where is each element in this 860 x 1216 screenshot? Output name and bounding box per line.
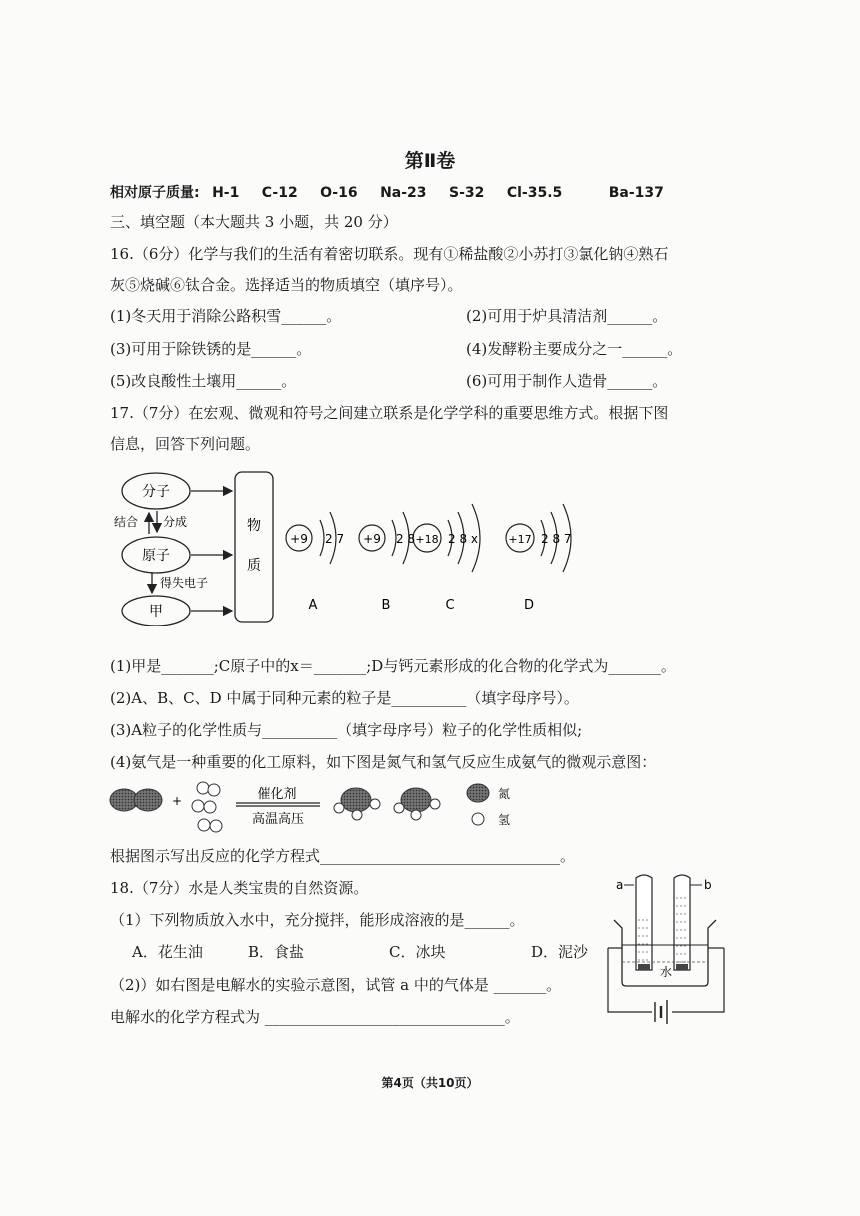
legend-nitrogen-icon [467, 784, 489, 802]
legend-nitrogen-label: 氮 [498, 787, 511, 801]
jia-label: 甲 [149, 604, 163, 620]
q16-item: (3)可用于除铁锈的是______。 [110, 340, 312, 358]
particle-letter: A [308, 598, 318, 613]
q16-stem-line2: 灰⑤烧碱⑥钛合金。选择适当的物质填空（填序号）。 [110, 276, 463, 294]
gain-lose-label: 得失电子 [160, 576, 209, 590]
q18-stem: 18.（7分）水是人类宝贵的自然资源。 [110, 879, 369, 897]
electrode [676, 964, 688, 970]
atomic-mass-item: C-12 [261, 185, 298, 201]
catalyst-label: 催化剂 [257, 787, 297, 802]
particle-nucleus: +18 [415, 533, 439, 546]
ammonia-n [401, 788, 431, 812]
substance-char-2: 质 [247, 558, 261, 574]
q17-stem-line2: 信息，回答下列问题。 [110, 435, 261, 453]
q18-option: D．泥沙 [531, 943, 589, 961]
substance-char-1: 物 [247, 518, 261, 534]
page-footer: 第4页（共10页） [381, 1076, 479, 1090]
atomic-mass-item: Ba-137 [608, 185, 664, 201]
q16-item: (6)可用于制作人造骨______。 [466, 372, 668, 390]
tube-b [674, 875, 690, 970]
combine-label: 结合 [114, 515, 139, 529]
q18-sub2: （2)）如右图是电解水的实验示意图，试管 a 中的气体是 _______。 [110, 976, 562, 994]
atomic-mass-item: S-32 [448, 185, 485, 201]
atomic-masses-label: 相对原子质量: [110, 185, 200, 201]
section-heading: 三、填空题（本大题共 3 小题，共 20 分） [110, 213, 398, 231]
q16-item: (1)冬天用于消除公路积雪______。 [110, 307, 342, 325]
plus-sign: + [172, 794, 183, 808]
q18-option: C．冰块 [389, 943, 446, 961]
particle-diagrams [282, 490, 582, 618]
particle-shells: 2 8 7 [541, 532, 572, 546]
q16-item: (4)发酵粉主要成分之一______。 [466, 340, 683, 358]
particle-nucleus: +9 [290, 532, 308, 546]
tube-b-label: b [704, 878, 712, 892]
q16-item: (5)改良酸性土壤用______。 [110, 372, 297, 390]
water-label: 水 [659, 965, 673, 979]
atomic-mass-item: H-1 [212, 185, 240, 201]
page-title: 第Ⅱ卷 [404, 150, 456, 172]
nitrogen-atom [134, 789, 162, 811]
reaction-diagram [106, 780, 546, 840]
electrode [638, 964, 650, 970]
atomic-mass-item: Na-23 [380, 185, 427, 201]
atomic-masses [110, 182, 664, 202]
particle-letter: B [381, 598, 391, 613]
q16-stem-line1: 16.（6分）化学与我们的生活有着密切联系。现有①稀盐酸②小苏打③氯化钠④熟石 [110, 245, 669, 263]
split-label: 分成 [163, 515, 188, 529]
q17-stem-line1: 17.（7分）在宏观、微观和符号之间建立联系是化学学科的重要思维方式。根据下图 [110, 404, 669, 422]
q18-sub1: （1）下列物质放入水中，充分搅拌，能形成溶液的是______。 [110, 911, 525, 929]
molecule-label: 分子 [142, 484, 170, 500]
q17-sub1: (1)甲是_______;C原子中的x＝_______;D与钙元素形成的化合物的化学式为_______。 [110, 657, 676, 675]
q17-equation-prompt: 根据图示写出反应的化学方程式________________________________。 [110, 847, 576, 865]
electrolysis-apparatus [600, 870, 732, 1030]
particle-nucleus: +17 [508, 533, 532, 546]
q17-sub2: (2)A、B、C、D 中属于同种元素的粒子是__________（填字母序号）。 [110, 689, 579, 707]
tube-a-label: a [616, 878, 624, 892]
q18-option: A．花生油 [132, 943, 203, 961]
particle-nucleus: +9 [363, 532, 381, 546]
q18-option: B．食盐 [248, 943, 305, 961]
particle-shells: 2 8 x [448, 532, 478, 546]
q18-sub3: 电解水的化学方程式为 ________________________________。 [110, 1008, 520, 1026]
q17-sub3: (3)A粒子的化学性质与__________（填字母序号）粒子的化学性质相似; [110, 721, 583, 739]
substance-box [235, 472, 273, 622]
atom-label: 原子 [142, 548, 170, 564]
legend-hydrogen-label: 氢 [498, 813, 511, 827]
tube-a [636, 875, 652, 970]
particle-shells: 2 8 [396, 532, 416, 546]
q16-item: (2)可用于炉具清洁剂______。 [466, 307, 668, 325]
concept-diagram [108, 466, 288, 626]
atomic-mass-item: Cl-35.5 [506, 185, 563, 201]
atomic-mass-item: O-16 [320, 185, 358, 201]
particle-letter: C [445, 598, 455, 613]
particle-letter: D [523, 598, 535, 613]
condition-label: 高温高压 [251, 812, 305, 827]
legend-hydrogen-icon [472, 813, 484, 825]
particle-shells: 2 7 [325, 532, 345, 546]
ammonia-n [341, 788, 371, 812]
q17-sub4: (4)氨气是一种重要的化工原料，如下图是氮气和氢气反应生成氨气的微观示意图： [110, 753, 657, 771]
